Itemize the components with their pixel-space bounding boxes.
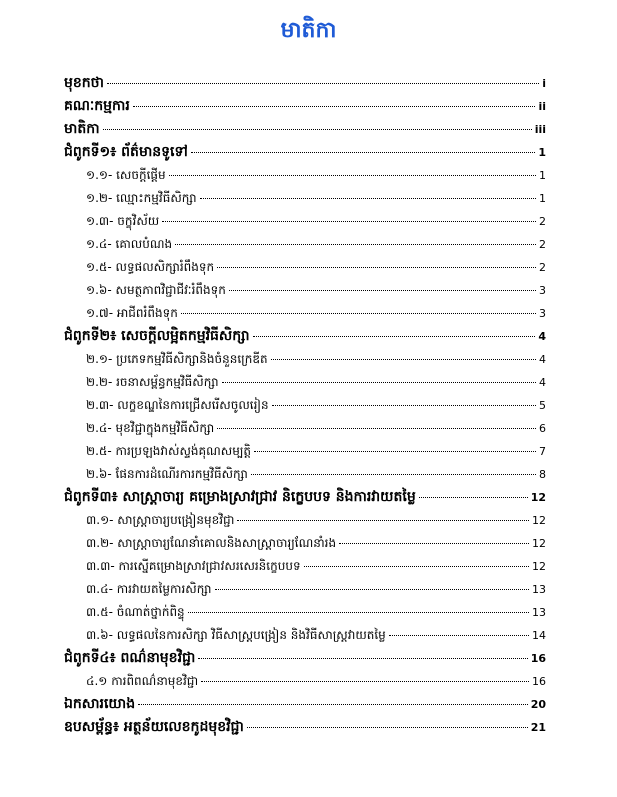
dot-leader bbox=[237, 520, 529, 521]
toc-page-number: 2 bbox=[539, 261, 546, 274]
toc-section-entry[interactable] bbox=[64, 210, 546, 232]
dot-leader bbox=[254, 451, 536, 452]
dot-leader bbox=[103, 129, 532, 130]
dot-leader bbox=[138, 704, 528, 705]
dot-leader bbox=[217, 428, 536, 429]
toc-page-number: 4 bbox=[539, 353, 546, 366]
toc-entry-label: មុខកថា bbox=[64, 75, 104, 91]
dot-leader bbox=[198, 658, 527, 659]
dot-leader bbox=[162, 221, 536, 222]
toc-page-number: 6 bbox=[539, 422, 546, 435]
toc-entry-label: ឧបសម្ព័ន្ធ៖ អត្ថន័យលេខកូដមុខវិជ្ជា bbox=[64, 719, 244, 735]
toc-entry-label: ១.២- ឈ្មោះកម្មវិធីសិក្សា bbox=[86, 191, 197, 205]
toc-entry-label: ៣.៦- លទ្ធផលនៃការសិក្សា វិធីសាស្ត្របង្រៀន និងវិធីសាស្ត្រវាយតម្លៃ bbox=[86, 628, 386, 642]
toc-page-number: ii bbox=[538, 100, 546, 113]
dot-leader bbox=[217, 267, 536, 268]
toc-page-number: 2 bbox=[539, 215, 546, 228]
dot-leader bbox=[229, 290, 536, 291]
toc-entry-label: ជំពូកទី៣៖ សាស្ត្រាចារ្យ គម្រោងស្រាវជ្រាវ និក្ខេបបទ និងការវាយតម្លៃ bbox=[64, 489, 416, 505]
toc-section-entry[interactable] bbox=[64, 578, 546, 600]
toc-page-number: 12 bbox=[532, 560, 546, 573]
toc-entry-label: ១.៣- ចក្ខុវិស័យ bbox=[86, 214, 160, 228]
toc-section-entry[interactable] bbox=[64, 394, 546, 416]
toc-chapter-entry[interactable] bbox=[64, 118, 546, 140]
toc-page-number: 12 bbox=[532, 514, 546, 527]
toc-section-entry[interactable] bbox=[64, 601, 546, 623]
toc-page-number: 3 bbox=[539, 284, 546, 297]
dot-leader bbox=[175, 244, 536, 245]
toc-chapter-entry[interactable] bbox=[64, 325, 546, 347]
toc-page-number: 13 bbox=[532, 583, 546, 596]
dot-leader bbox=[389, 635, 529, 636]
dot-leader bbox=[247, 727, 528, 728]
toc-section-entry[interactable] bbox=[64, 555, 546, 577]
page-title: មាតិកា bbox=[280, 18, 337, 43]
toc-entry-label: ១.៧- អាជីពរំពឹងទុក bbox=[86, 306, 178, 320]
toc-entry-label: ៣.៤- ការវាយតម្លៃការសិក្សា bbox=[86, 582, 212, 596]
dot-leader bbox=[251, 474, 536, 475]
toc-page-number: 7 bbox=[539, 445, 546, 458]
toc-entry-label: ១.៥- លទ្ធផលសិក្សារំពឹងទុក bbox=[86, 260, 215, 274]
dot-leader bbox=[188, 612, 529, 613]
toc-page-number: 5 bbox=[539, 399, 546, 412]
dot-leader bbox=[271, 359, 536, 360]
toc-section-entry[interactable] bbox=[64, 371, 546, 393]
toc-page-number: 3 bbox=[539, 307, 546, 320]
dot-leader bbox=[181, 313, 536, 314]
toc-entry-label: គណៈកម្មការ bbox=[64, 98, 130, 114]
toc-chapter-entry[interactable] bbox=[64, 486, 546, 508]
dot-leader bbox=[133, 106, 536, 107]
dot-leader bbox=[201, 681, 529, 682]
toc-page-number: 16 bbox=[532, 675, 546, 688]
toc-chapter-entry[interactable] bbox=[64, 141, 546, 163]
toc-section-entry[interactable] bbox=[64, 624, 546, 646]
toc-section-entry[interactable] bbox=[64, 279, 546, 301]
toc-entry-label: ជំពូកទី១៖ ព័ត៌មានទូទៅ bbox=[64, 144, 188, 160]
toc-section-entry[interactable] bbox=[64, 302, 546, 324]
toc-page-number: 4 bbox=[538, 330, 546, 343]
dot-leader bbox=[304, 566, 529, 567]
toc-entry-label: មាតិកា bbox=[64, 121, 100, 137]
toc-entry-label: ជំពូកទី២៖ សេចក្តីលម្អិតកម្មវិធីសិក្សា bbox=[64, 328, 250, 344]
dot-leader bbox=[215, 589, 529, 590]
toc-chapter-entry[interactable] bbox=[64, 95, 546, 117]
toc-entry-label: ឯកសារយោង bbox=[64, 696, 136, 712]
toc-section-entry[interactable] bbox=[64, 164, 546, 186]
toc-section-entry[interactable] bbox=[64, 417, 546, 439]
toc-entry-label: ២.២- រចនាសម្ព័ន្ធកម្មវិធីសិក្សា bbox=[86, 375, 219, 389]
toc-section-entry[interactable] bbox=[64, 256, 546, 278]
toc-section-entry[interactable] bbox=[64, 670, 546, 692]
toc-section-entry[interactable] bbox=[64, 348, 546, 370]
toc-entry-label: ៤.១ ការពិពណ៌នាមុខវិជ្ជា bbox=[86, 674, 199, 688]
toc-page-number: 1 bbox=[539, 169, 546, 182]
toc-page-number: 13 bbox=[532, 606, 546, 619]
toc-entry-label: ២.៤- មុខវិជ្ជាក្នុងកម្មវិធីសិក្សា bbox=[86, 421, 215, 435]
toc-page-number: 4 bbox=[539, 376, 546, 389]
toc-entry-label: ២.៣- លក្ខខណ្ឌនៃការជ្រើសរើសចូលរៀន bbox=[86, 398, 269, 412]
toc-section-entry[interactable] bbox=[64, 509, 546, 531]
toc-chapter-entry[interactable] bbox=[64, 716, 546, 738]
toc-chapter-entry[interactable] bbox=[64, 647, 546, 669]
toc-entry-label: ៣.៥- ចំណាត់ថ្នាក់ពិន្ទុ bbox=[86, 605, 185, 619]
toc-page-number: 1 bbox=[539, 192, 546, 205]
dot-leader bbox=[191, 152, 536, 153]
toc-page-number: 16 bbox=[530, 652, 546, 665]
toc-page-number: 14 bbox=[532, 629, 546, 642]
toc-page-number: 1 bbox=[538, 146, 546, 159]
dot-leader bbox=[419, 497, 528, 498]
toc-entry-label: ១.៦- សមត្ថភាពវិជ្ជាជីវៈរំពឹងទុក bbox=[86, 283, 226, 297]
toc-entry-label: ២.៥- ការប្រឡងវាស់ស្ទង់គុណសម្បត្តិ bbox=[86, 444, 252, 458]
toc-entry-label: ១.៤- គោលបំណង bbox=[86, 237, 173, 251]
toc-page-number: i bbox=[542, 77, 546, 90]
toc-page-number: 12 bbox=[532, 537, 546, 550]
toc-entry-label: ៣.២- សាស្ត្រាចារ្យណែនាំគោលនិងសាស្ត្រាចារ្យណែនាំរង bbox=[86, 536, 337, 550]
toc-entry-label: ១.១- សេចក្តីផ្តើម bbox=[86, 168, 166, 182]
toc-chapter-entry[interactable] bbox=[64, 693, 546, 715]
dot-leader bbox=[272, 405, 536, 406]
toc-page-number: iii bbox=[534, 123, 546, 136]
toc-chapter-entry[interactable] bbox=[64, 72, 546, 94]
toc-page-number: 21 bbox=[530, 721, 546, 734]
toc-page-number: 2 bbox=[539, 238, 546, 251]
toc-page-number: 20 bbox=[530, 698, 546, 711]
dot-leader bbox=[222, 382, 536, 383]
dot-leader bbox=[107, 83, 539, 84]
toc-entry-label: ៣.៣- ការស្នើគម្រោងស្រាវជ្រាវសរសេរនិក្ខេបបទ bbox=[86, 559, 301, 573]
dot-leader bbox=[200, 198, 536, 199]
toc-entry-label: ជំពូកទី៤៖ ពណ៌នាមុខវិជ្ជា bbox=[64, 650, 196, 666]
dot-leader bbox=[339, 543, 529, 544]
dot-leader bbox=[253, 336, 536, 337]
toc-page-number: 12 bbox=[530, 491, 546, 504]
toc-section-entry[interactable] bbox=[64, 532, 546, 554]
toc-section-entry[interactable] bbox=[64, 440, 546, 462]
toc-page-number: 8 bbox=[539, 468, 546, 481]
toc-section-entry[interactable] bbox=[64, 187, 546, 209]
toc-entry-label: ៣.១- សាស្ត្រាចារ្យបង្រៀនមុខវិជ្ជា bbox=[86, 513, 235, 527]
toc-entry-label: ២.៦- ផែនការដំណើរការកម្មវិធីសិក្សា bbox=[86, 467, 248, 481]
toc-section-entry[interactable] bbox=[64, 463, 546, 485]
dot-leader bbox=[169, 175, 536, 176]
toc-section-entry[interactable] bbox=[64, 233, 546, 255]
toc-entry-label: ២.១- ប្រភេទកម្មវិធីសិក្សានិងចំនួនក្រេឌីត bbox=[86, 352, 268, 366]
